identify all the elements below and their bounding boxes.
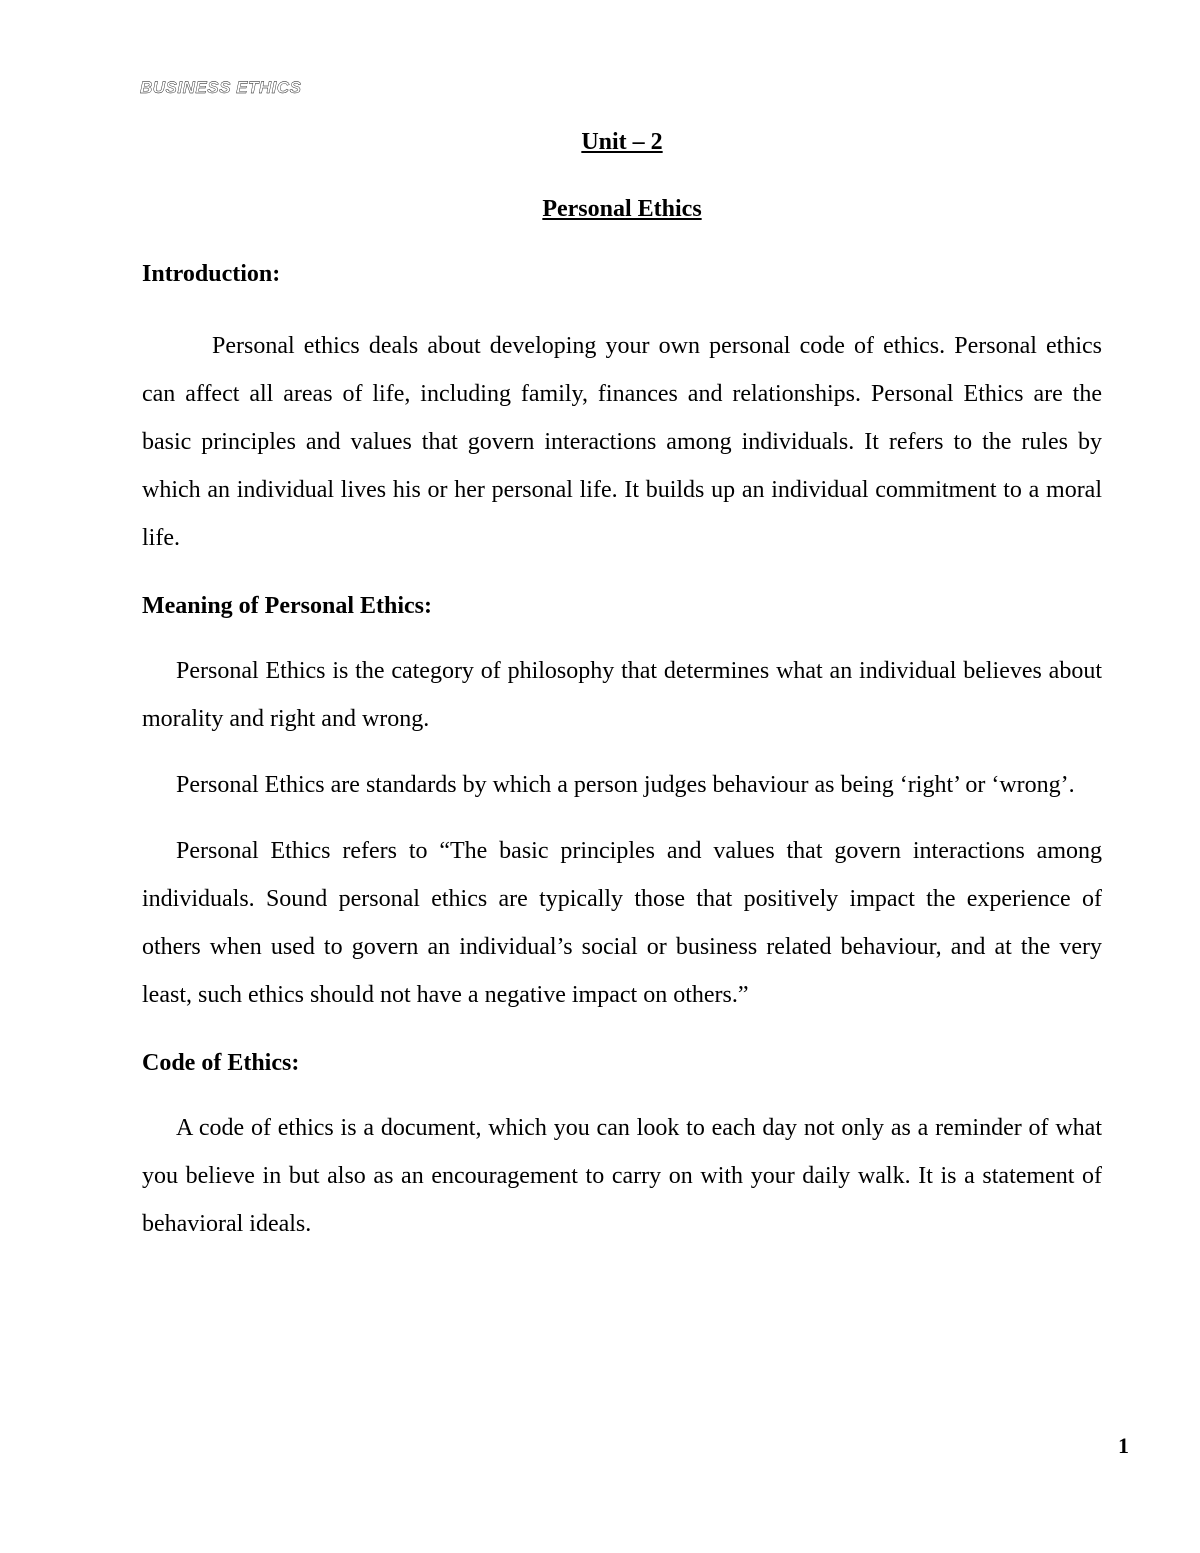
introduction-heading: Introduction: bbox=[142, 260, 281, 287]
running-header: BUSINESS ETHICS bbox=[140, 78, 302, 97]
chapter-title: Personal Ethics bbox=[542, 195, 702, 222]
meaning-paragraph-2: Personal Ethics are standards by which a person judges behaviour as being ‘right’ or ‘wrong’. bbox=[176, 772, 1075, 799]
code-of-ethics-heading: Code of Ethics: bbox=[142, 1050, 300, 1077]
page-number: 1 bbox=[1118, 1433, 1129, 1458]
meaning-heading: Meaning of Personal Ethics: bbox=[142, 593, 432, 620]
document-body bbox=[142, 120, 1102, 1248]
introduction-paragraph: Personal ethics deals about developing your own personal code of ethics. Personal ethics can affect all areas of life, including family, finances and relationships. Personal Ethics are the basic principles and values that govern interactions among individuals. It refers to the rules by which an individual lives his or her personal life. It builds up an individual commitment to a moral life. bbox=[142, 333, 1102, 552]
unit-title: Unit – 2 bbox=[581, 129, 663, 155]
meaning-paragraph-3: Personal Ethics refers to “The basic principles and values that govern interactions among individuals. Sound personal ethics are typically those that positively impact the experience of others when used to govern an individual’s social or business related behaviour, and at the very least, such ethics should not have a negative impact on others.” bbox=[142, 838, 1102, 1009]
code-of-ethics-paragraph: A code of ethics is a document, which you can look to each day not only as a reminder of what you believe in but also as an encouragement to carry on with your daily walk. It is a statement of behavioral ideals. bbox=[142, 1114, 1102, 1237]
meaning-paragraph-1: Personal Ethics is the category of philosophy that determines what an individual believes about morality and right and wrong. bbox=[142, 658, 1102, 733]
